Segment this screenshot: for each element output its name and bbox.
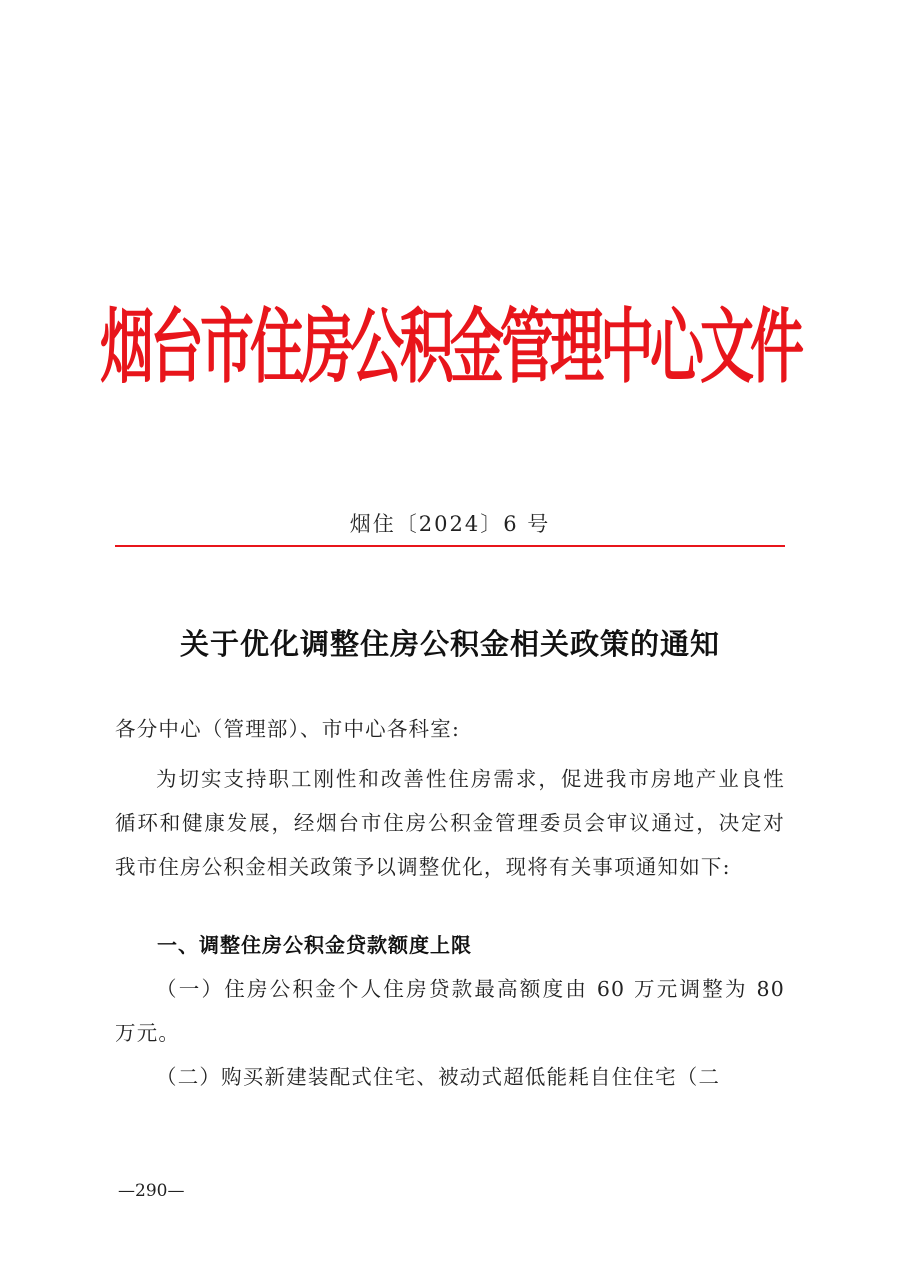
addressee: 各分中心（管理部）、市中心各科室: (115, 717, 461, 741)
red-divider-line (115, 545, 785, 547)
document-number: 烟住〔2024〕6 号 (349, 512, 551, 536)
section-heading-1: 一、调整住房公积金贷款额度上限 (157, 933, 472, 957)
masthead-title: 烟台市住房公积金管理中心文件 (100, 300, 800, 395)
intro-paragraph: 为切实支持职工刚性和改善性住房需求，促进我市房地产业良性循环和健康发展，经烟台市住房公积金管理委员会审议通过，决定对我市住房公积金相关政策予以调整优化，现将有关事项通知如下: (115, 767, 785, 879)
page-number: —290— (118, 1181, 185, 1201)
document-title: 关于优化调整住房公积金相关政策的通知 (179, 627, 720, 661)
list-item-2: （二）购买新建装配式住宅、被动式超低能耗自住住宅（二 (156, 1065, 721, 1089)
list-item-1: （一）住房公积金个人住房贷款最高额度由 60 万元调整为 80 万元。 (115, 977, 785, 1045)
